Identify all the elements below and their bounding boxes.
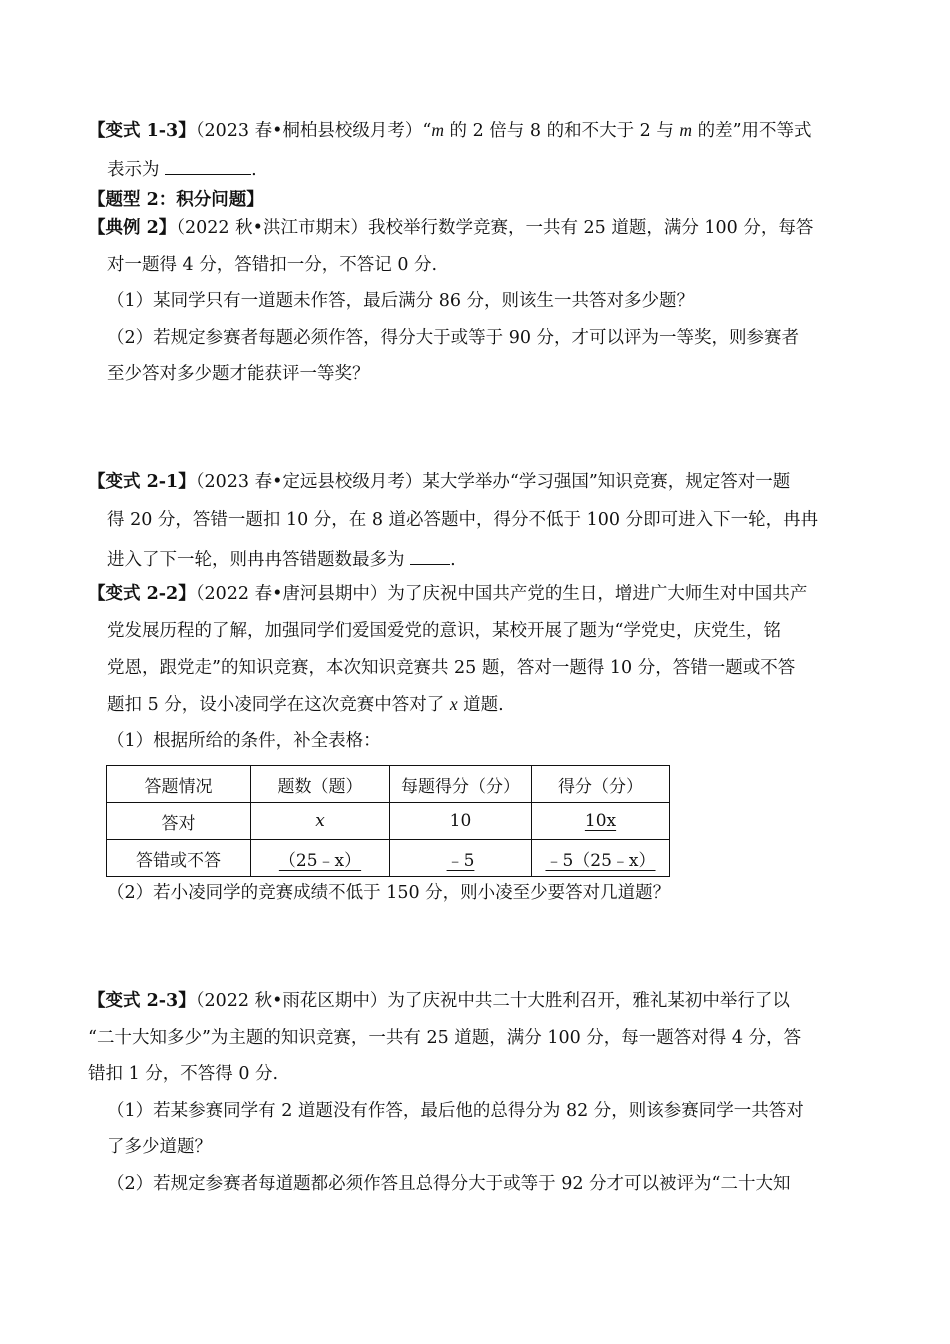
table-header: 得分（分） xyxy=(532,766,670,803)
table-header: 每题得分（分） xyxy=(390,766,532,803)
ex2-tag: 【典例 2】 xyxy=(88,218,177,238)
v21-line3: 进入了下一轮，则冉冉答错题数最多为 . xyxy=(107,546,456,572)
table-row xyxy=(107,803,670,840)
ex2-line2: 对一题得 4 分，答错扣一分，不答记 0 分. xyxy=(107,255,438,275)
table-cell xyxy=(532,840,670,877)
v21-line2: 得 20 分，答错一题扣 10 分，在 8 道必答题中，得分不低于 100 分即可进入下一轮，冉冉 xyxy=(107,510,819,530)
v23-q1a: （1）若某参赛同学有 2 道题没有作答，最后他的总得分为 82 分，则该参赛同学一共答对 xyxy=(107,1101,804,1121)
table-cell: 答对 xyxy=(107,803,251,840)
table-cell xyxy=(251,840,390,877)
answer-fill: ﹣5 xyxy=(446,850,475,871)
v22-line1: 【变式 2-2】（2022 春•唐河县期中）为了庆祝中国共产党的生日，增进广大师生对中国共产 xyxy=(88,584,808,604)
v21-tag: 【变式 2-1】 xyxy=(88,472,196,492)
v13-line1: 【变式 1-3】（2023 春•桐柏县校级月考）“m 的 2 倍与 8 的和不大于 2 与 m 的差”用不等式 xyxy=(88,120,812,141)
table-row xyxy=(107,840,670,877)
table-cell xyxy=(532,803,670,840)
v22-tag: 【变式 2-2】 xyxy=(88,584,196,604)
table-header: 答题情况 xyxy=(107,766,251,803)
answer-fill: （25﹣x） xyxy=(278,850,362,871)
table-header-row xyxy=(107,766,670,803)
answer-blank[interactable] xyxy=(165,156,251,175)
v22-q2: （2）若小凌同学的竞赛成绩不低于 150 分，则小凌至少要答对几道题？ xyxy=(107,883,671,903)
table-cell: x xyxy=(251,803,390,840)
answer-fill: ﹣5（25﹣x） xyxy=(545,850,656,871)
score-table xyxy=(106,765,670,877)
v23-line1: 【变式 2-3】（2022 秋•雨花区期中）为了庆祝中共二十大胜利召开，雅礼某初中举行了以 xyxy=(88,991,790,1011)
ex2-q1: （1）某同学只有一道题未作答，最后满分 86 分，则该生一共答对多少题？ xyxy=(107,291,695,311)
v13-line2: 表示为 . xyxy=(107,156,257,182)
v23-q2: （2）若规定参赛者每道题都必须作答且总得分大于或等于 92 分才可以被评为“二十大知 xyxy=(107,1174,791,1194)
table-cell: 10 xyxy=(390,803,532,840)
v22-line3: 党恩，跟党走”的知识竞赛，本次知识竞赛共 25 题，答对一题得 10 分，答错一题或不答 xyxy=(107,658,796,678)
answer-blank[interactable] xyxy=(410,546,450,565)
v22-line4: 题扣 5 分，设小凌同学在这次竞赛中答对了 x 道题. xyxy=(107,694,504,715)
v23-q1b: 了多少道题？ xyxy=(107,1137,212,1157)
answer-fill: 10x xyxy=(584,811,617,831)
section-title: 【题型 2：积分问题】 xyxy=(88,190,264,210)
v23-line3: 错扣 1 分，不答得 0 分. xyxy=(88,1064,279,1084)
table-cell: 答错或不答 xyxy=(107,840,251,877)
table-cell xyxy=(390,840,532,877)
table-header: 题数（题） xyxy=(251,766,390,803)
v22-line2: 党发展历程的了解，加强同学们爱国爱党的意识，某校开展了题为“学党史，庆党生，铭 xyxy=(107,621,781,641)
v13-tag: 【变式 1-3】 xyxy=(88,121,196,141)
v22-q1: （1）根据所给的条件，补全表格： xyxy=(107,731,381,751)
v23-tag: 【变式 2-3】 xyxy=(88,991,196,1011)
v21-line1: 【变式 2-1】（2023 春•定远县校级月考）某大学举办“学习强国”知识竞赛，规定答对一题 xyxy=(88,472,791,492)
ex2-line1: 【典例 2】（2022 秋•洪江市期末）我校举行数学竞赛，一共有 25 道题，满分 100 分，每答 xyxy=(88,218,814,238)
v23-line2: “二十大知多少”为主题的知识竞赛，一共有 25 道题，满分 100 分，每一题答对得 4 分，答 xyxy=(88,1028,802,1048)
ex2-q2a: （2）若规定参赛者每题必须作答，得分大于或等于 90 分，才可以评为一等奖，则参赛者 xyxy=(107,328,800,348)
ex2-q2b: 至少答对多少题才能获评一等奖？ xyxy=(107,364,370,384)
